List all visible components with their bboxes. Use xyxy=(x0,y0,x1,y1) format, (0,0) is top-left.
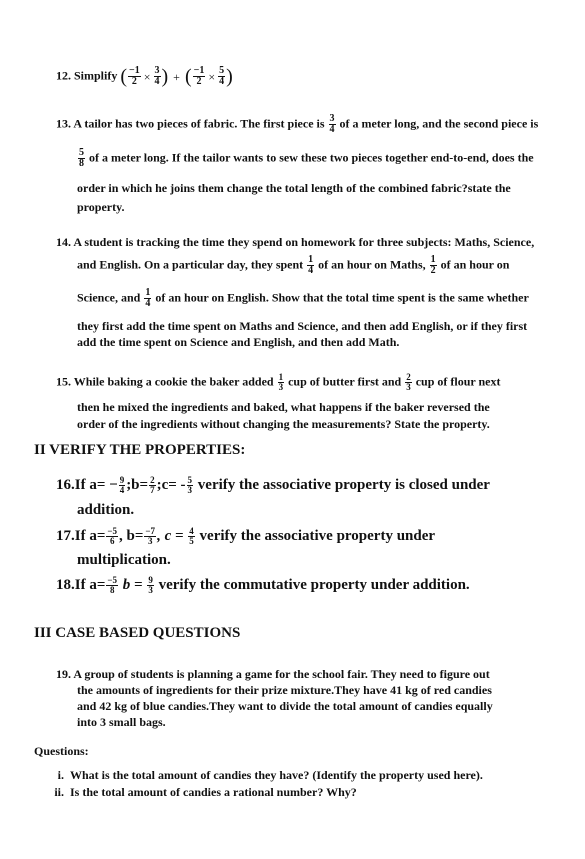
question-12: 12. Simplify ( $\frac{-1}{2}$ × $\frac{3}{4}$ ) + ( $\frac{-1}{2}$ × $\frac{5}{4}$ ) xyxy=(56,65,233,88)
question-19-line-4: into 3 small bags. xyxy=(77,715,166,729)
question-18: 18.If a= $\frac{-5}{8}$ b = $\frac{9}{3}$ verify the commutative property under addition. xyxy=(56,575,470,596)
question-15-line-2: then he mixed the ingredients and baked, what happens if the baker reversed the xyxy=(77,400,490,414)
fraction: $\frac{-5}{6}$ xyxy=(107,526,118,547)
question-15-line-1: 15. While baking a cookie the baker added $\frac{1}{3}$ cup of butter first and $\frac{2}{3}$ cup of flour next xyxy=(56,372,501,392)
question-17-line-1: 17.If a= $\frac{-5}{6}$ , b= $\frac{-7}{3}$ , c = $\frac{4}{5}$ verify the associative property under xyxy=(56,526,436,547)
fraction: $\frac{-5}{8}$ xyxy=(107,575,118,596)
section-heading-verify: II VERIFY THE PROPERTIES: xyxy=(34,442,246,458)
question-13-line-1: 13. A tailor has two pieces of fabric. The first piece is $\frac{3}{4}$ of a meter long, and the second piece is xyxy=(56,113,539,135)
fraction: $\frac{3}{4}$ xyxy=(329,113,335,135)
question-14-line-1: 14. A student is tracking the time they spend on homework for three subjects: Maths, Science, xyxy=(56,235,535,249)
question-14-line-2: and English. On a particular day, they spent $\frac{1}{4}$ of an hour on Maths, $\frac{1}{2}$ of an hour on xyxy=(77,254,510,276)
fraction: $\frac{1}{4}$ xyxy=(145,287,151,309)
sub-question-1: i. What is the total amount of candies they have? (Identify the property used here). xyxy=(57,768,483,782)
fraction: $\frac{5}{8}$ xyxy=(79,147,84,169)
question-15-line-3: order of the ingredients without changing the measurements? State the property. xyxy=(77,417,490,431)
question-13-line-4: property. xyxy=(77,200,125,214)
fraction: $\frac{1}{3}$ xyxy=(278,372,284,392)
fraction: $\frac{2}{3}$ xyxy=(406,372,411,392)
fraction: $\frac{5}{3}$ xyxy=(187,475,193,496)
fraction: $\frac{5}{4}$ xyxy=(219,65,225,87)
sub-question-2: ii. Is the total amount of candies a rational number? Why? xyxy=(54,785,357,799)
q12-text: 12. Simplify xyxy=(56,68,118,83)
fraction: $\frac{3}{4}$ xyxy=(154,65,160,87)
question-16-line-1: 16.If a= − $\frac{9}{4}$ ;b= $\frac{2}{7}$ ;c= - $\frac{5}{3}$ verify the associative property is closed under xyxy=(56,475,490,496)
fraction: $\frac{-1}{2}$ xyxy=(193,65,205,87)
section-heading-case-based: III CASE BASED QUESTIONS xyxy=(34,625,241,641)
questions-label: Questions: xyxy=(34,744,89,758)
fraction: $\frac{2}{7}$ xyxy=(150,475,155,496)
fraction: $\frac{-1}{2}$ xyxy=(129,65,140,87)
question-13-line-2: $\frac{5}{8}$ of a meter long. If the tailor wants to sew these two pieces together end-to-end, does the xyxy=(79,147,534,169)
fraction: $\frac{1}{4}$ xyxy=(308,254,314,276)
fraction: $\frac{9}{3}$ xyxy=(148,575,153,596)
fraction: $\frac{1}{2}$ xyxy=(430,254,436,276)
question-14-line-3: Science, and $\frac{1}{4}$ of an hour on English. Show that the total time spent is the same whether xyxy=(77,287,529,309)
fraction: $\frac{9}{4}$ xyxy=(119,475,125,496)
question-19-line-3: and 42 kg of blue candies.They want to divide the total amount of candies equally xyxy=(77,699,493,713)
question-14-line-5: add the time spent on Science and English, and then add Math. xyxy=(77,335,400,349)
question-13-line-3: order in which he joins them change the total length of the combined fabric?state the xyxy=(77,181,511,195)
question-17-line-2: multiplication. xyxy=(77,552,171,568)
question-19-line-2: the amounts of ingredients for their prize mixture.They have 41 kg of red candies xyxy=(77,683,492,697)
question-14-line-4: they first add the time spent on Maths and Science, and then add English, or if they first xyxy=(77,319,528,333)
fraction: $\frac{-7}{3}$ xyxy=(145,526,156,547)
fraction: $\frac{4}{5}$ xyxy=(189,526,194,547)
question-16-line-2: addition. xyxy=(77,502,135,518)
question-19-line-1: 19. A group of students is planning a game for the school fair. They need to figure out xyxy=(56,667,490,681)
